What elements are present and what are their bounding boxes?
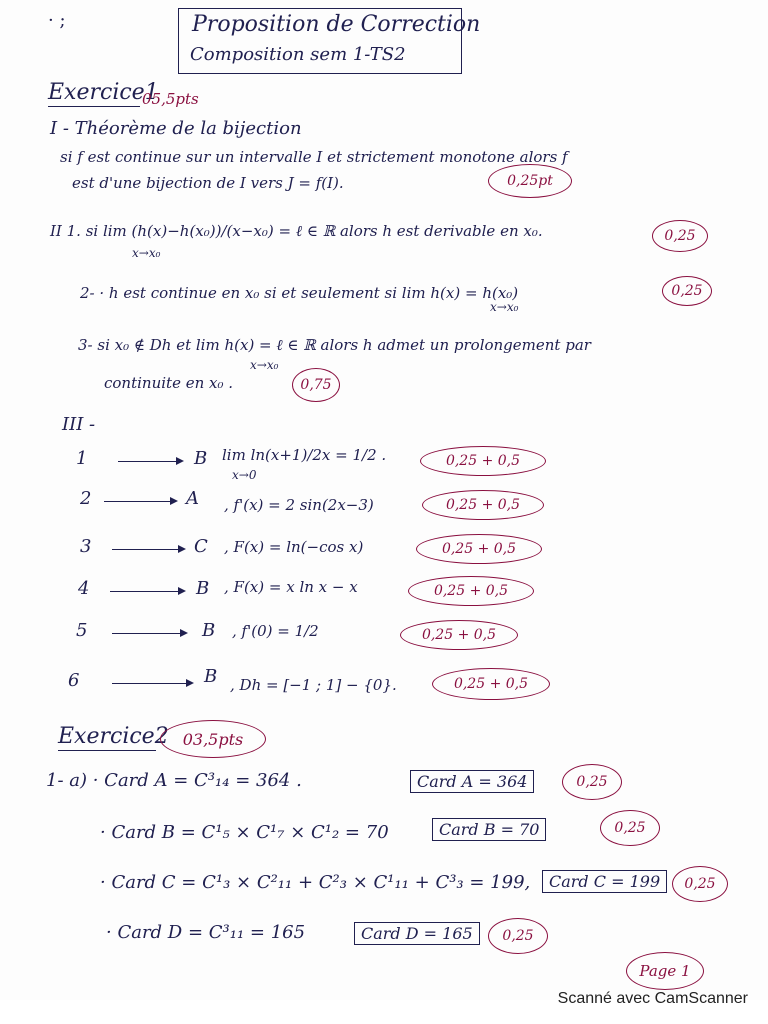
III-item-number: 1 [76, 448, 88, 469]
III-item-number: 3 [80, 536, 92, 557]
section-II2-line: 2- · h est continue en x₀ si et seulement si lim h(x) = h(x₀) [80, 284, 519, 302]
mark-I: 0,25pt [488, 164, 572, 198]
III-item-number: 6 [68, 670, 80, 691]
title-line-1: Proposition de Correction [192, 12, 481, 37]
mark-II3: 0,75 [292, 368, 340, 402]
exercise2-points: 03,5pts [160, 720, 266, 758]
ex2-mark: 0,25 [672, 866, 728, 902]
III-item-mark: 0,25 + 0,5 [432, 668, 550, 700]
III-item-mark: 0,25 + 0,5 [400, 620, 518, 650]
III-item-letter: B [202, 620, 216, 641]
ex2-expr: 1- a) · Card A = C³₁₄ = 364 . [46, 770, 302, 791]
III-item-letter: B [194, 448, 208, 469]
ex2-result-box: Card B = 70 [432, 818, 546, 841]
arrow-icon [112, 683, 192, 684]
III-item-mark: 0,25 + 0,5 [422, 490, 544, 520]
section-I-heading: I - Théorème de la bijection [50, 118, 302, 139]
III-item-number: 2 [80, 488, 92, 509]
exercise2-underline [58, 750, 156, 751]
ex2-expr: · Card D = C³₁₁ = 165 [106, 922, 306, 943]
III-item-expr: lim ln(x+1)/2x = 1/2 . [222, 446, 387, 464]
section-II1-sub: x→x₀ [132, 246, 161, 260]
arrow-icon [112, 633, 186, 634]
corner-dots: · ; [48, 10, 66, 31]
title-line-2: Composition sem 1-TS2 [190, 44, 406, 65]
III-item-expr: , F(x) = x ln x − x [224, 578, 358, 596]
III-item-expr: , f'(x) = 2 sin(2x−3) [224, 496, 374, 514]
ex2-result-box: Card D = 165 [354, 922, 480, 945]
scanner-footer: Scanné avec CamScanner [557, 990, 748, 1007]
mark-II1: 0,25 [652, 220, 708, 252]
III-item-letter: C [194, 536, 208, 557]
section-II3-line: 3- si x₀ ∉ Dh et lim h(x) = ℓ ∈ ℝ alors h admet un prolongement par [78, 336, 591, 354]
section-II2-sub: x→x₀ [490, 300, 519, 314]
exercise1-underline [48, 106, 140, 107]
arrow-icon [112, 549, 184, 550]
ex2-expr: · Card C = C¹₃ × C²₁₁ + C²₃ × C¹₁₁ + C³₃ = 199, [100, 872, 531, 893]
III-item-expr: , f'(0) = 1/2 [232, 622, 319, 640]
section-II3-line2: continuite en x₀ . [104, 374, 234, 392]
ex2-mark: 0,25 [488, 918, 548, 954]
exercise2-title: Exercice2 [58, 724, 169, 749]
III-item-mark: 0,25 + 0,5 [420, 446, 546, 476]
III-item-letter: B [204, 666, 218, 687]
III-item-mark: 0,25 + 0,5 [408, 576, 534, 606]
III-item-expr: , Dh = [−1 ; 1] − {0}. [230, 676, 397, 694]
III-item-mark: 0,25 + 0,5 [416, 534, 542, 564]
III-item-sub: x→0 [232, 468, 257, 482]
section-I-line2: est d'une bijection de I vers J = f(I). [72, 174, 344, 192]
arrow-icon [118, 461, 182, 462]
III-item-expr: , F(x) = ln(−cos x) [224, 538, 364, 556]
section-II3-sub: x→x₀ [250, 358, 279, 372]
arrow-icon [110, 591, 184, 592]
section-III-heading: III - [62, 414, 96, 435]
page-label: Page 1 [626, 952, 704, 990]
III-item-number: 4 [78, 578, 90, 599]
mark-II2: 0,25 [662, 276, 712, 306]
III-item-letter: A [186, 488, 199, 509]
III-item-letter: B [196, 578, 210, 599]
ex2-expr: · Card B = C¹₅ × C¹₇ × C¹₂ = 70 [100, 822, 389, 843]
arrow-icon [104, 501, 176, 502]
exercise1-points: 05,5pts [142, 90, 199, 108]
ex2-result-box: Card C = 199 [542, 870, 667, 893]
ex2-mark: 0,25 [600, 810, 660, 846]
exercise1-title: Exercice1 [48, 80, 159, 105]
III-item-number: 5 [76, 620, 88, 641]
section-II1-line: II 1. si lim (h(x)−h(x₀))/(x−x₀) = ℓ ∈ ℝ alors h est derivable en x₀. [50, 222, 543, 240]
ex2-mark: 0,25 [562, 764, 622, 800]
ex2-result-box: Card A = 364 [410, 770, 534, 793]
section-I-line1: si f est continue sur un intervalle I et strictement monotone alors f [60, 148, 568, 166]
